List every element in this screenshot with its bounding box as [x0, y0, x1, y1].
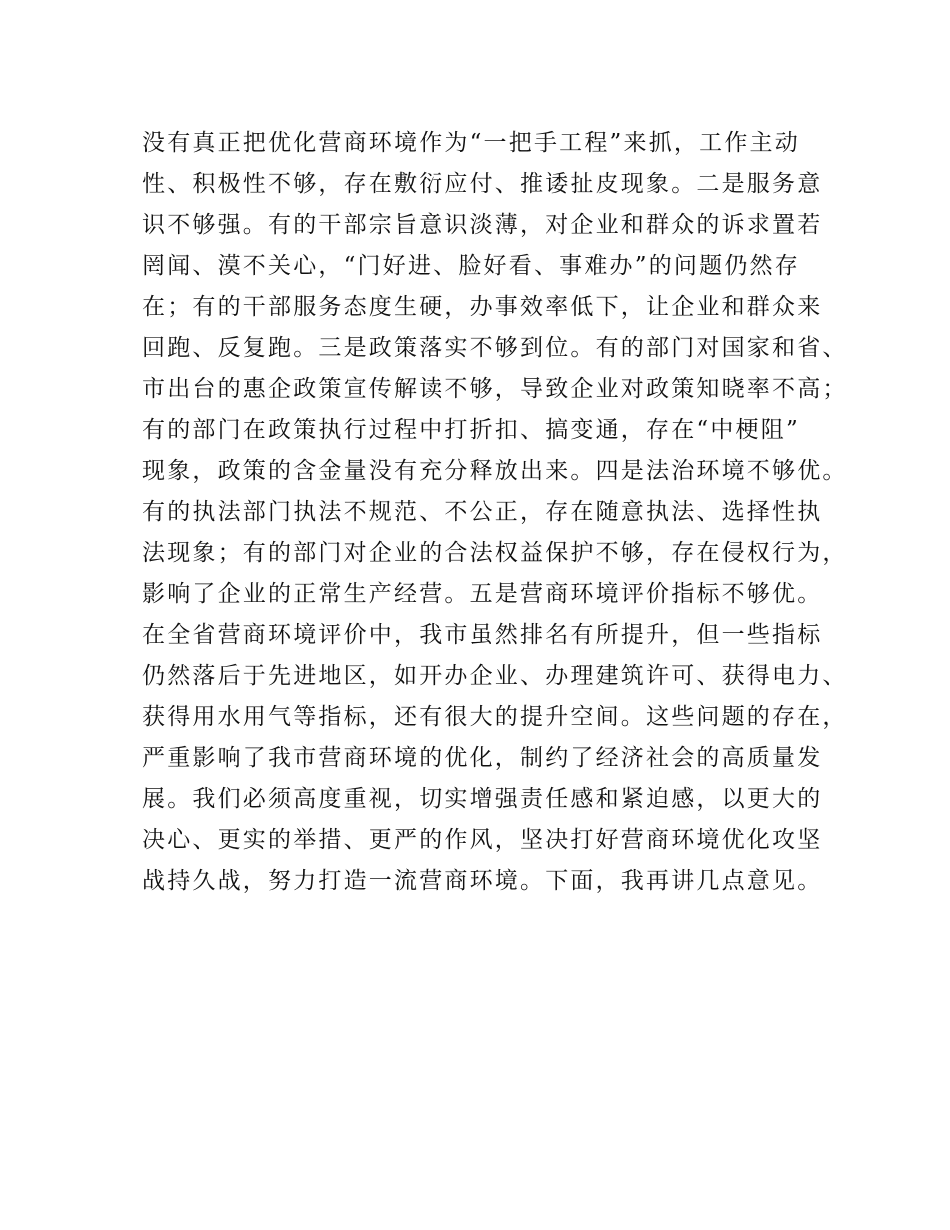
- text-line: 识不够强。有的干部宗旨意识淡薄，对企业和群众的诉求置若: [142, 212, 823, 238]
- text-line: 现象，政策的含金量没有充分释放出来。四是法治环境不够优。: [142, 458, 848, 484]
- text-line: 有的执法部门执法不规范、不公正，存在随意执法、选择性执: [142, 499, 823, 525]
- text-line: 罔闻、漠不关心，“门好进、脸好看、事难办”的问题仍然存: [142, 253, 800, 279]
- text-line: 展。我们必须高度重视，切实增强责任感和紧迫感，以更大的: [142, 786, 823, 812]
- body-paragraph: [142, 123, 848, 902]
- text-line: 市出台的惠企政策宣传解读不够，导致企业对政策知晓率不高；: [142, 376, 848, 402]
- text-line: 获得用水用气等指标，还有很大的提升空间。这些问题的存在，: [142, 704, 848, 730]
- text-line: 在全省营商环境评价中，我市虽然排名有所提升，但一些指标: [142, 622, 823, 648]
- text-line: 有的部门在政策执行过程中打折扣、搞变通，存在“中梗阻”: [142, 417, 800, 443]
- text-line: 仍然落后于先进地区，如开办企业、办理建筑许可、获得电力、: [142, 663, 848, 689]
- text-line: 没有真正把优化营商环境作为“一把手工程”来抓，工作主动: [142, 130, 800, 156]
- text-line: 在；有的干部服务态度生硬，办事效率低下，让企业和群众来: [142, 294, 823, 320]
- text-line: 法现象；有的部门对企业的合法权益保护不够，存在侵权行为，: [142, 540, 848, 566]
- text-line: 决心、更实的举措、更严的作风，坚决打好营商环境优化攻坚: [142, 827, 823, 853]
- text-line: 影响了企业的正常生产经营。五是营商环境评价指标不够优。: [142, 581, 823, 607]
- text-line: 战持久战，努力打造一流营商环境。下面，我再讲几点意见。: [142, 868, 823, 894]
- text-line: 回跑、反复跑。三是政策落实不够到位。有的部门对国家和省、: [142, 335, 848, 361]
- text-line: 严重影响了我市营商环境的优化，制约了经济社会的高质量发: [142, 745, 823, 771]
- text-line: 性、积极性不够，存在敷衍应付、推诿扯皮现象。二是服务意: [142, 171, 823, 197]
